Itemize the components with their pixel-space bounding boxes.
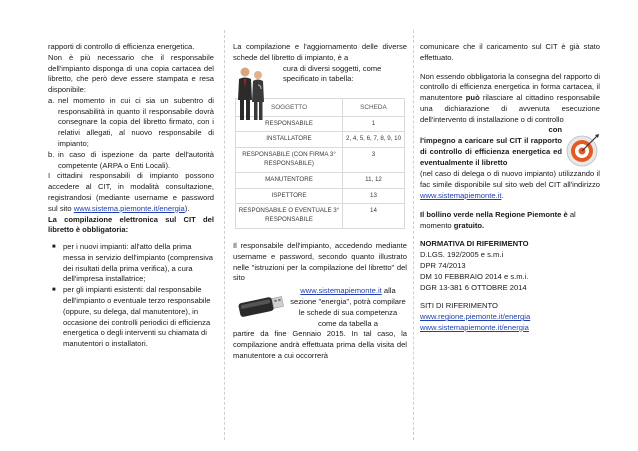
fold-line-1	[224, 30, 225, 440]
cell-scheda: 13	[343, 188, 405, 204]
paragraph: Non è più necessario che il responsabile dell'impianto disponga di una copia cartacea del libretto, che però deve essere stampata e resa disponibile:	[48, 52, 214, 95]
link-sistemapiemonte[interactable]: www.sistemapiemonte.it	[300, 286, 382, 296]
target-arrow-icon	[564, 133, 600, 169]
intro-row	[233, 64, 407, 122]
cell-scheda: 2, 4, 5, 6, 7, 8, 9, 10	[343, 132, 405, 148]
table-row	[236, 148, 405, 173]
bullet-text: per gli impianti esistenti: dal responsabile dell'impianto o eventuale terzo responsabile (oppure, su delega, dal manutentore), in occasione dei controlli periodici di efficienza energetica o degli interventi su chiamata di manutentori o installatori.	[63, 285, 211, 349]
cell-scheda: 3	[343, 148, 405, 173]
paragraph: partire da fine Gennaio 2015. In tal caso, la compilazione andrà effettuata prima della visita del manutentore a cui occorrerà	[233, 329, 407, 360]
norm-item: DGR 13-381 6 OTTOBRE 2014	[420, 282, 527, 292]
cell-soggetto: ISPETTORE	[236, 188, 343, 204]
bold-heading: La compilazione elettronica sul CIT del libretto è obbligatoria:	[48, 214, 214, 235]
bullet-icon: ■	[52, 287, 56, 294]
list-item	[48, 150, 214, 172]
cell-scheda: 1	[343, 116, 405, 132]
list-marker: b.	[48, 149, 55, 159]
paragraph: comunicare che il caricamento sul CIT è già stato effettuato.	[420, 42, 600, 62]
cell-soggetto: INSTALLATORE	[236, 132, 343, 148]
text: rilasciare al cittadino responsabile una dichiarazione di avvenuta esecuzione dell'intervento di installazione o di controllo	[420, 93, 600, 124]
paragraph: Il responsabile dell'impianto, accedendo mediante username e password, secondo quanto illustrato nelle "istruzioni per la compilazione del libretto" del sito	[233, 241, 407, 283]
cell-soggetto: MANUTENTORE	[236, 172, 343, 188]
text: I cittadini responsabili di impianto possono accedere al CIT, in modalità consultazione, registrandosi (mediante username e password sul sito	[48, 171, 214, 213]
header-soggetto: SOGGETTO	[236, 98, 343, 116]
text: Non essendo obbligatoria la consegna del rapporto di controllo di efficienza energetica in forma cartacea, il manutentore	[420, 71, 600, 103]
column-2	[233, 42, 407, 362]
text: (nel caso di delega o di nuovo impianto) utilizzando il fac simile disponibile sul sito web del CIT all'indirizzo	[420, 169, 600, 190]
paragraph: cura di diversi soggetti, come specificato in tabella:	[283, 63, 382, 84]
bullet-icon: ■	[52, 244, 56, 251]
cell-soggetto: RESPONSABILE (CON FIRMA 3° RESPONSABILE)	[236, 148, 343, 173]
list-item	[48, 96, 214, 150]
table-row	[236, 172, 405, 188]
column-3	[420, 42, 600, 334]
bold-text: può	[465, 93, 480, 103]
paragraph	[420, 210, 600, 232]
table-row	[236, 204, 405, 229]
cell-soggetto: RESPONSABILE O EVENTUALE 3° RESPONSABILE	[236, 204, 343, 229]
bold-text: Il bollino verde nella Regione Piemonte è	[420, 209, 568, 219]
paragraph	[420, 169, 600, 201]
cell-scheda: 14	[343, 204, 405, 229]
norm-heading: NORMATIVA DI RIFERIMENTO	[420, 239, 529, 249]
table-row	[236, 132, 405, 148]
list-marker: a.	[48, 95, 55, 105]
paragraph	[420, 72, 600, 126]
norm-item: DM 10 FEBBRAIO 2014 e s.m.i.	[420, 271, 529, 281]
paragraph: rapporti di controllo di efficienza energetica.	[48, 42, 195, 51]
column-1	[48, 42, 214, 350]
site-link[interactable]: www.regione.piemonte.it/energia	[420, 312, 531, 322]
bold-text: gratuito.	[453, 220, 485, 230]
text: ).	[184, 203, 190, 213]
usb-row	[233, 286, 407, 329]
fold-line-2	[413, 30, 414, 440]
list-item-text: nel momento in cui ci sia un subentro di responsabilità in quanto il responsabile dovrà consegnare la copia del libretto firmato, con i relativi allegati, al nuovo responsabile di impianto;	[58, 95, 214, 149]
target-row	[420, 125, 600, 169]
norm-item: DPR 74/2013	[420, 260, 466, 270]
list-item-text: in caso di ispezione da parte dell'autorità competente (ARPA o Enti Locali).	[58, 149, 214, 170]
usb-drive-icon	[233, 286, 289, 326]
bullet-text: per i nuovi impianti: all'atto della prima messa in servizio dell'impianto (comprensiva dei risultati della prima verifica), a cura dell'impresa installatrice;	[63, 242, 214, 284]
text: .	[501, 191, 504, 201]
bullet-item	[52, 242, 214, 285]
norm-item: D.LGS. 192/2005 e s.m.i	[420, 250, 504, 260]
header-scheda: SCHEDA	[343, 98, 405, 116]
businesspeople-icon	[233, 64, 269, 122]
bold-text: con	[548, 125, 562, 135]
link-sistema-piemonte[interactable]: www.sistema.piemonte.it/energia	[73, 203, 185, 213]
bullet-item	[52, 285, 214, 350]
usb-text	[289, 286, 407, 329]
cell-soggetto: RESPONSABILE	[236, 116, 343, 132]
sites-heading: SITI DI RIFERIMENTO	[420, 301, 498, 311]
paragraph	[48, 171, 214, 214]
bold-paragraph: l'impegno a caricare sul CIT il rapporto di controllo di efficienza energetica ed eventualmente il libretto	[420, 136, 562, 167]
text: alla sezione "energia", potrà compilare le schede di sua competenza come da tabella a	[290, 286, 406, 328]
link-sistemapiemonte[interactable]: www.sistemapiemonte.it	[420, 191, 502, 201]
text: al momento	[420, 209, 576, 230]
paragraph: La compilazione e l'aggiornamento delle diverse schede del libretto di impianto, è a	[233, 42, 407, 62]
table-row	[236, 188, 405, 204]
site-link[interactable]: www.sistemapiemonte.it/energia	[420, 322, 529, 332]
cell-scheda: 11, 12	[343, 172, 405, 188]
